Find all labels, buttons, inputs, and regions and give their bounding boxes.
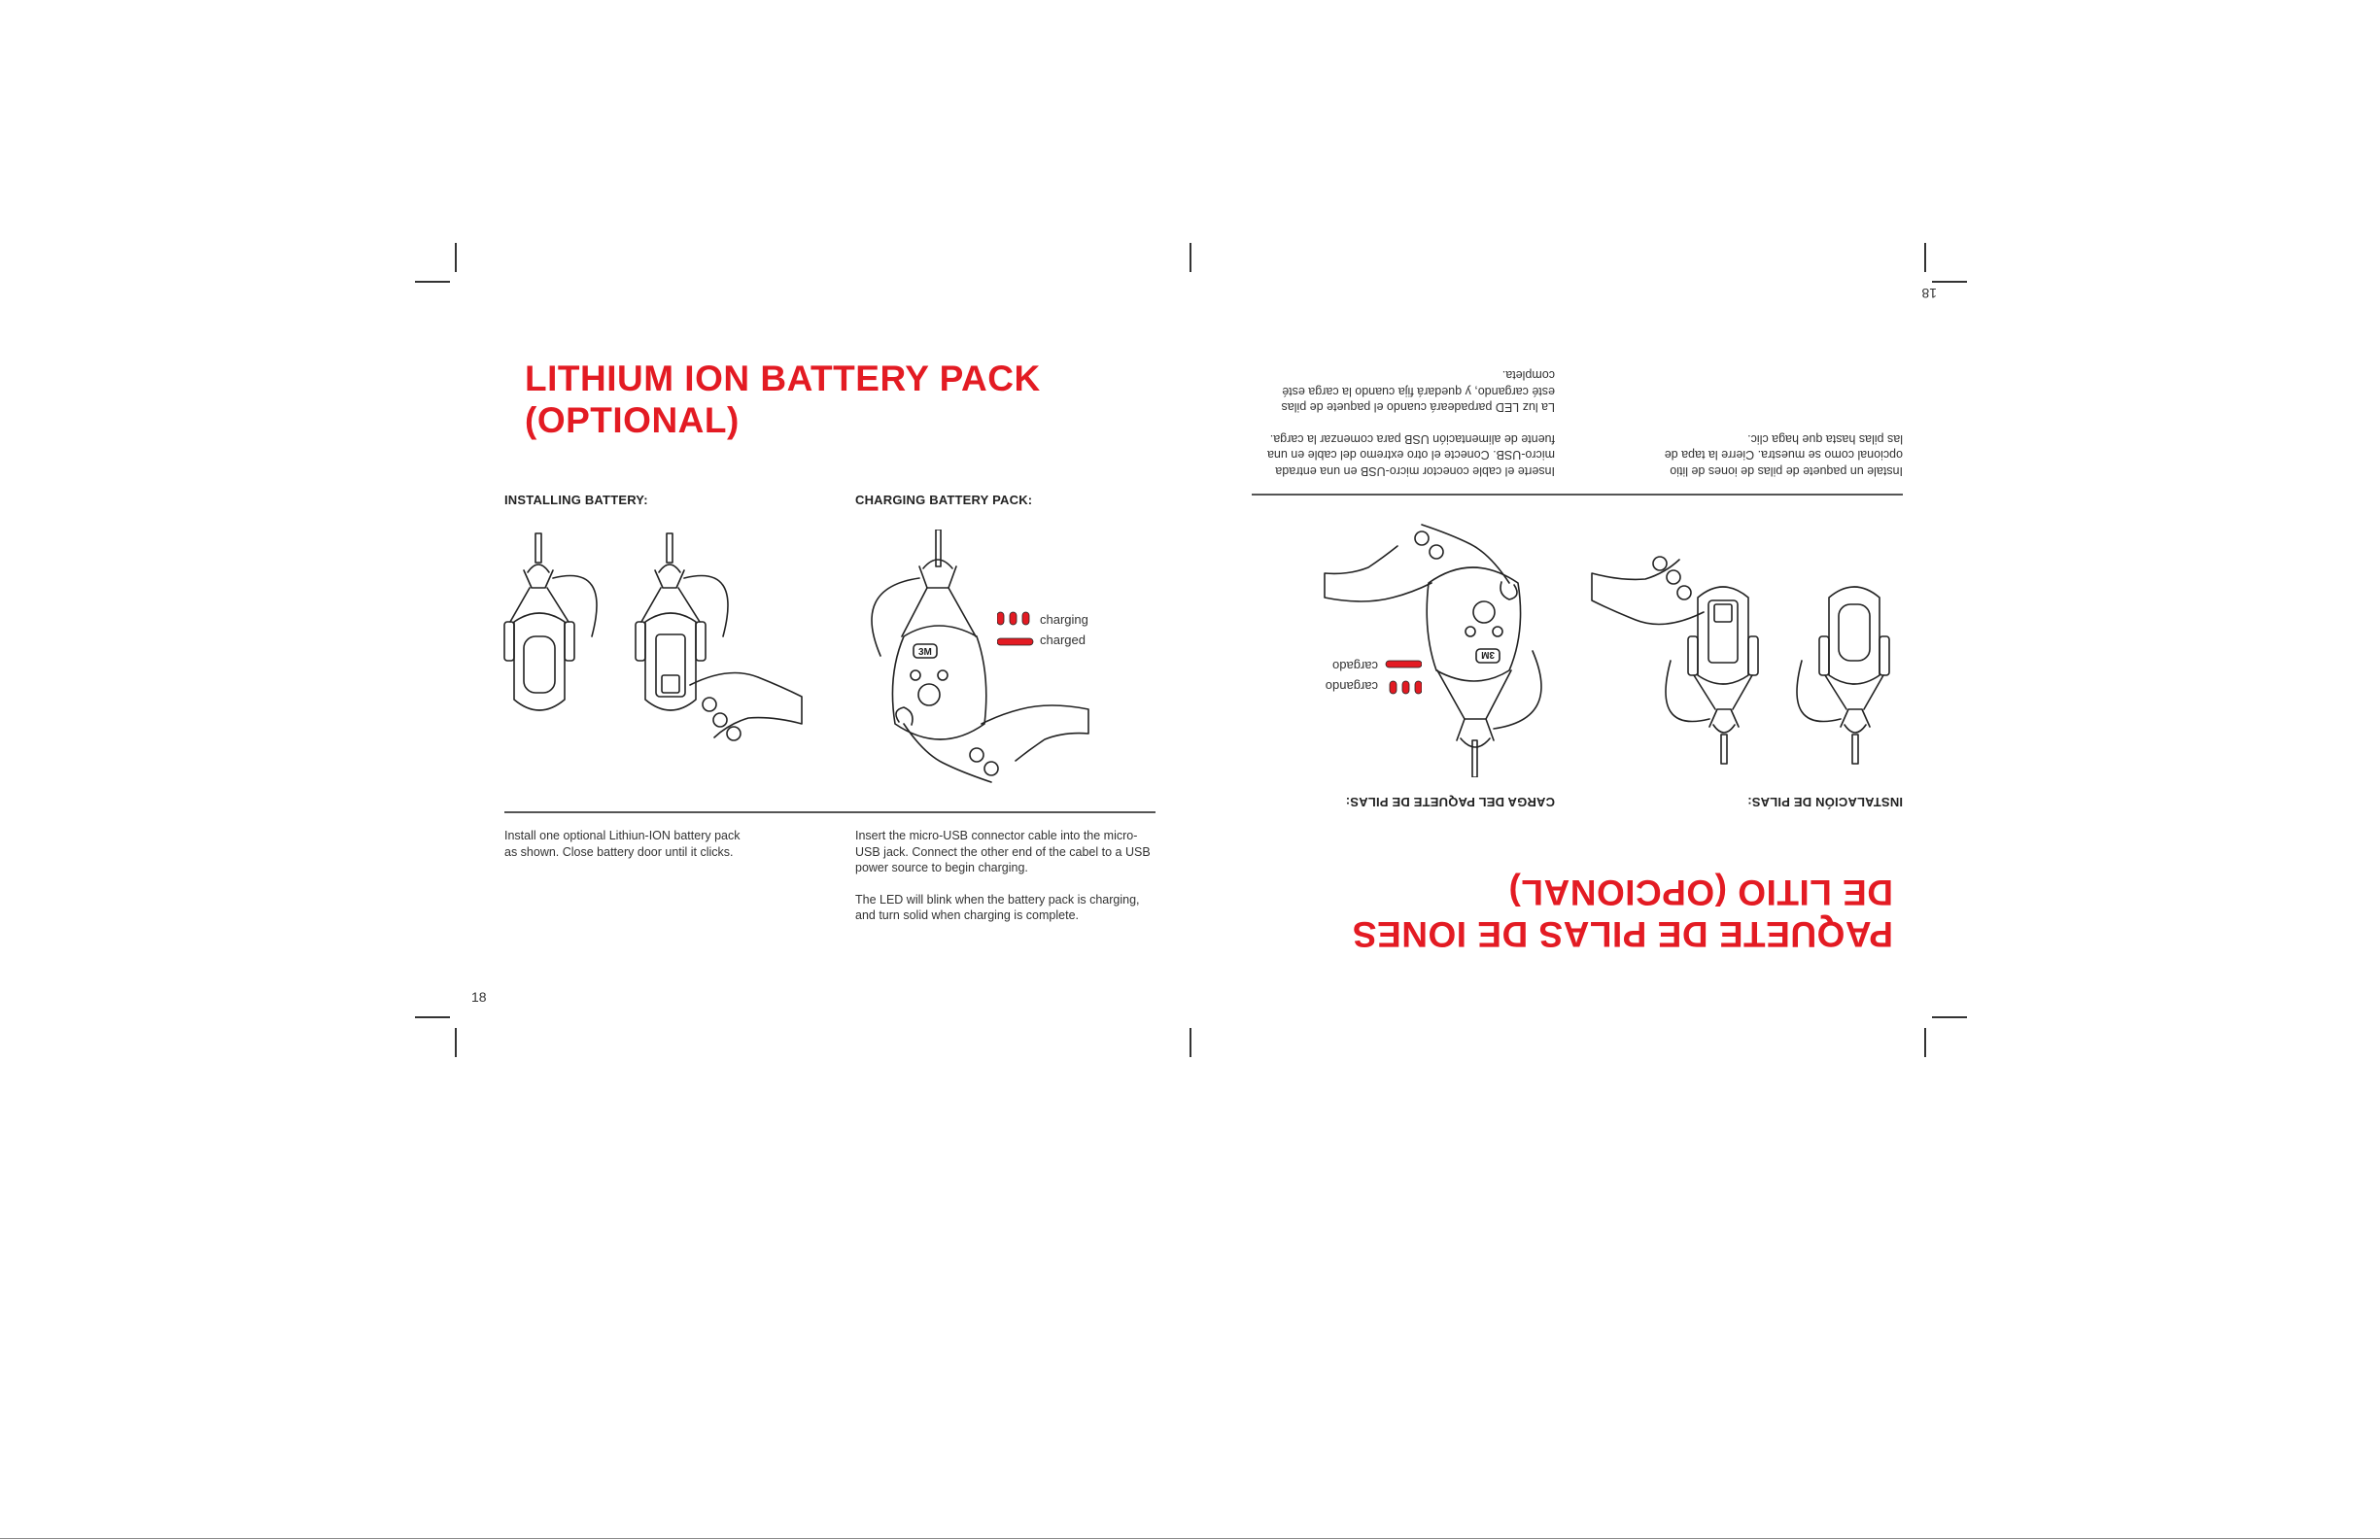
earmuff-open [1592,557,1758,764]
crop-mark [1190,1028,1191,1057]
crop-mark [1924,1028,1926,1057]
legend-charging-label: cargando [1325,679,1378,694]
led-legend [997,611,1036,650]
page-number: 18 [1921,286,1937,301]
crop-mark [415,281,450,283]
title-line: PAQUETE DE PILAS DE IONES [1352,914,1893,954]
install-text: Instale un paquete de pilas de iones de litio opcional como se muestra. Cierre la tapa de las pilas hasta que haga clic. [1664,432,1903,478]
install-description [504,828,753,875]
install-illustration [1582,534,1903,768]
led-blink-mark [1390,681,1397,694]
installing-heading: INSTALACIÓN DE PILAS: [1747,795,1903,809]
spanish-page [1223,282,1937,981]
charge-text-1: Inserte el cable conector micro-USB en una entrada micro-USB. Conecte el otro extremo del cable en una fuente de alimentación USB para comenzar la carga. [1267,432,1555,478]
page-title [1310,872,1893,955]
legend-charged-label: charged [1040,633,1086,647]
page-bottom-line [0,1538,2380,1539]
charging-illustration [1315,515,1568,777]
earmuff-closed [1797,587,1889,764]
crop-mark [1932,281,1967,283]
charge-description [855,828,1152,940]
title-line: (OPTIONAL) [525,400,740,440]
install-illustration [491,530,811,763]
crop-mark [455,243,457,272]
charging-illustration [845,530,1098,792]
install-text: Install one optional Lithiun-ION battery pack as shown. Close battery door until it clicks. [504,829,741,859]
charge-description [1259,352,1555,479]
crop-mark [455,1028,457,1057]
brand-logo: 3M [1481,649,1495,660]
led-solid-mark [1386,661,1422,667]
title-line: DE LITIO (OPCIONAL) [1508,873,1893,912]
legend-charging-label: charging [1040,612,1088,627]
led-blink-mark [1415,681,1422,694]
charging-heading: CHARGING BATTERY PACK: [855,493,1033,507]
crop-mark [415,1016,450,1018]
brand-logo: 3M [918,647,932,658]
earmuff-closed [504,533,597,710]
led-blink-mark [1402,681,1409,694]
led-solid-mark [997,638,1033,645]
divider-rule [504,811,1156,813]
charge-text-1: Insert the micro-USB connector cable into the micro-USB jack. Connect the other end of the cabel to a USB power source to begin charging. [855,829,1151,874]
crop-mark [1190,243,1191,272]
led-blink-mark [997,612,1004,625]
led-blink-mark [1022,612,1029,625]
page-title [525,358,1127,441]
installing-heading: INSTALLING BATTERY: [504,493,648,507]
charging-heading: CARGA DEL PAQUETE DE PILAS: [1345,795,1555,809]
divider-rule [1252,495,1903,496]
crop-mark [1924,243,1926,272]
led-legend [1383,656,1422,695]
charge-text-2: The LED will blink when the battery pack is charging, and turn solid when charging is complete. [855,892,1140,922]
led-blink-mark [1010,612,1017,625]
install-description [1654,416,1903,480]
title-line: LITHIUM ION BATTERY PACK [525,359,1041,398]
charge-text-2: La luz LED parpadeará cuando el paquete de pilas esté cargando, y quedará fija cuando la carga esté completa. [1281,368,1555,415]
crop-mark [1932,1016,1967,1018]
earmuff-open [636,533,802,740]
page-number: 18 [471,989,487,1005]
legend-charged-label: cargado [1332,659,1378,673]
